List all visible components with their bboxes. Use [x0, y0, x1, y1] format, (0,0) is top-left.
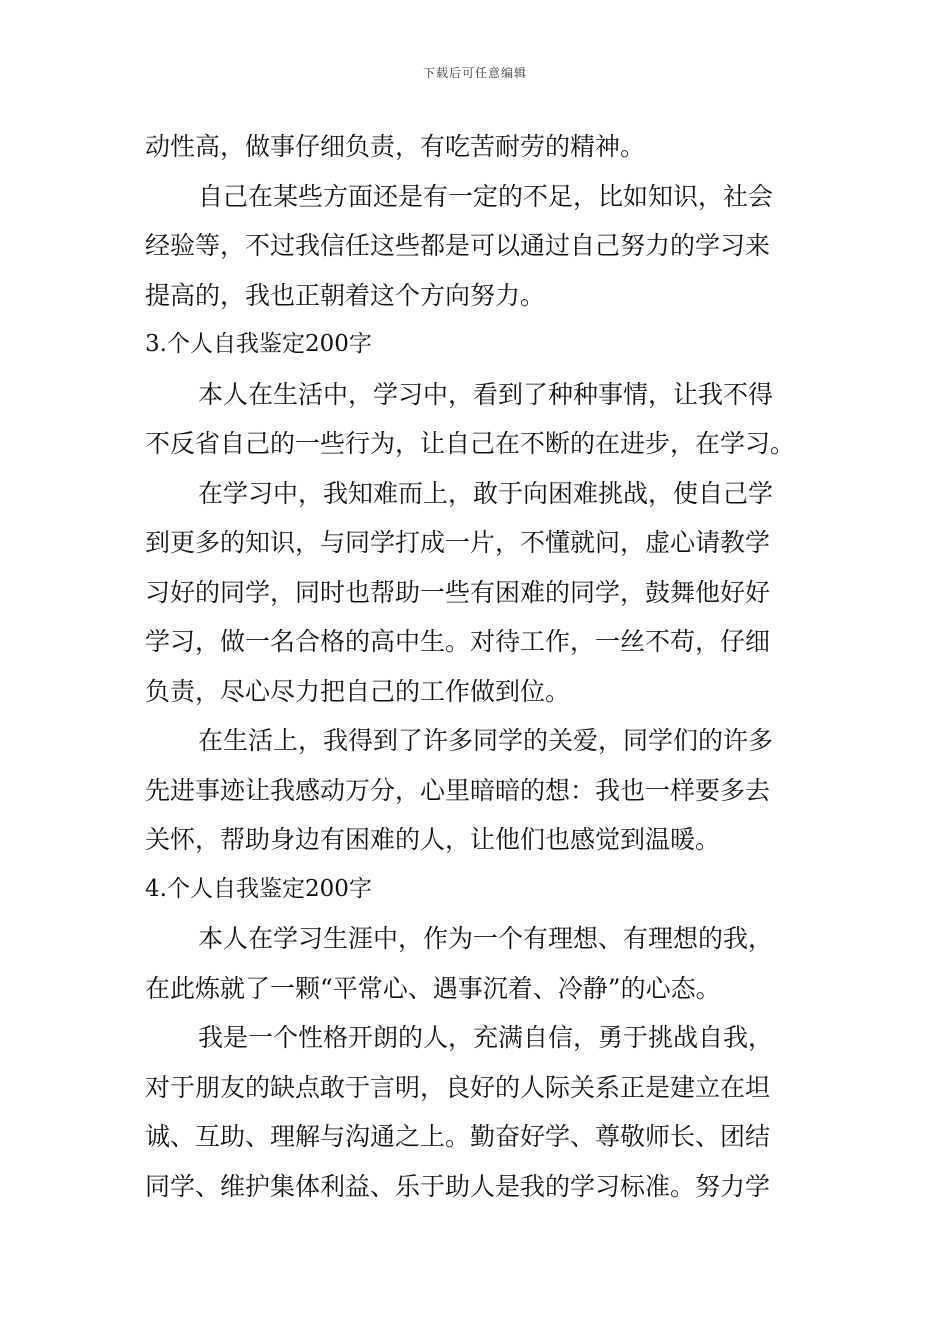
text-line: 先进事迹让我感动万分，心里暗暗的想：我也一样要多去 [145, 775, 771, 805]
text-line: 负责，尽心尽力把自己的工作做到位。 [145, 676, 571, 706]
text-line: 关怀，帮助身边有困难的人，让他们也感觉到温暖。 [145, 825, 721, 854]
document-body [145, 122, 807, 1211]
text-line: 我是一个性格开朗的人，充满自信，勇于挑战自我， [198, 1023, 774, 1052]
text-line: 本人在学习生涯中，作为一个有理想、有理想的我， [198, 924, 774, 953]
text-line: 在生活上，我得到了许多同学的关爱，同学们的许多 [198, 726, 774, 755]
text-line: 自己在某些方面还是有一定的不足，比如知识，社会 [198, 181, 774, 211]
text-line: 本人在生活中，学习中，看到了种种事情，让我不得 [198, 379, 774, 409]
section-heading: 4.个人自我鉴定200字 [145, 875, 372, 902]
text-line: 对于朋友的缺点敢于言明，良好的人际关系正是建立在坦 [145, 1072, 771, 1102]
section-heading: 3.个人自我鉴定200字 [145, 331, 372, 357]
text-line: 经验等，不过我信任这些都是可以通过自己努力的学习来 [145, 231, 771, 260]
text-line: 在此炼就了一颗“平常心、遇事沉着、冷静”的心态。 [145, 973, 721, 1003]
page-header: 下载后可任意编辑 [422, 66, 527, 80]
text-line: 习好的同学，同时也帮助一些有困难的同学，鼓舞他好好 [145, 577, 771, 607]
text-line: 不反省自己的一些行为，让自己在不断的在进步，在学习。 [145, 429, 796, 458]
text-line: 提高的，我也正朝着这个方向努力。 [145, 280, 546, 310]
text-line: 同学、维护集体利益、乐于助人是我的学习标准。努力学 [145, 1171, 771, 1201]
text-line: 在学习中，我知难而上，敢于向困难挑战，使自己学 [198, 478, 774, 508]
text-line: 到更多的知识，与同学打成一片，不懂就问，虚心请教学 [145, 528, 771, 557]
text-line: 学习，做一名合格的高中生。对待工作，一丝不苟，仔细 [145, 627, 771, 656]
text-line: 诚、互助、理解与沟通之上。勤奋好学、尊敬师长、团结 [145, 1122, 771, 1151]
text-line: 动性高，做事仔细负责，有吃苦耐劳的精神。 [145, 132, 646, 161]
